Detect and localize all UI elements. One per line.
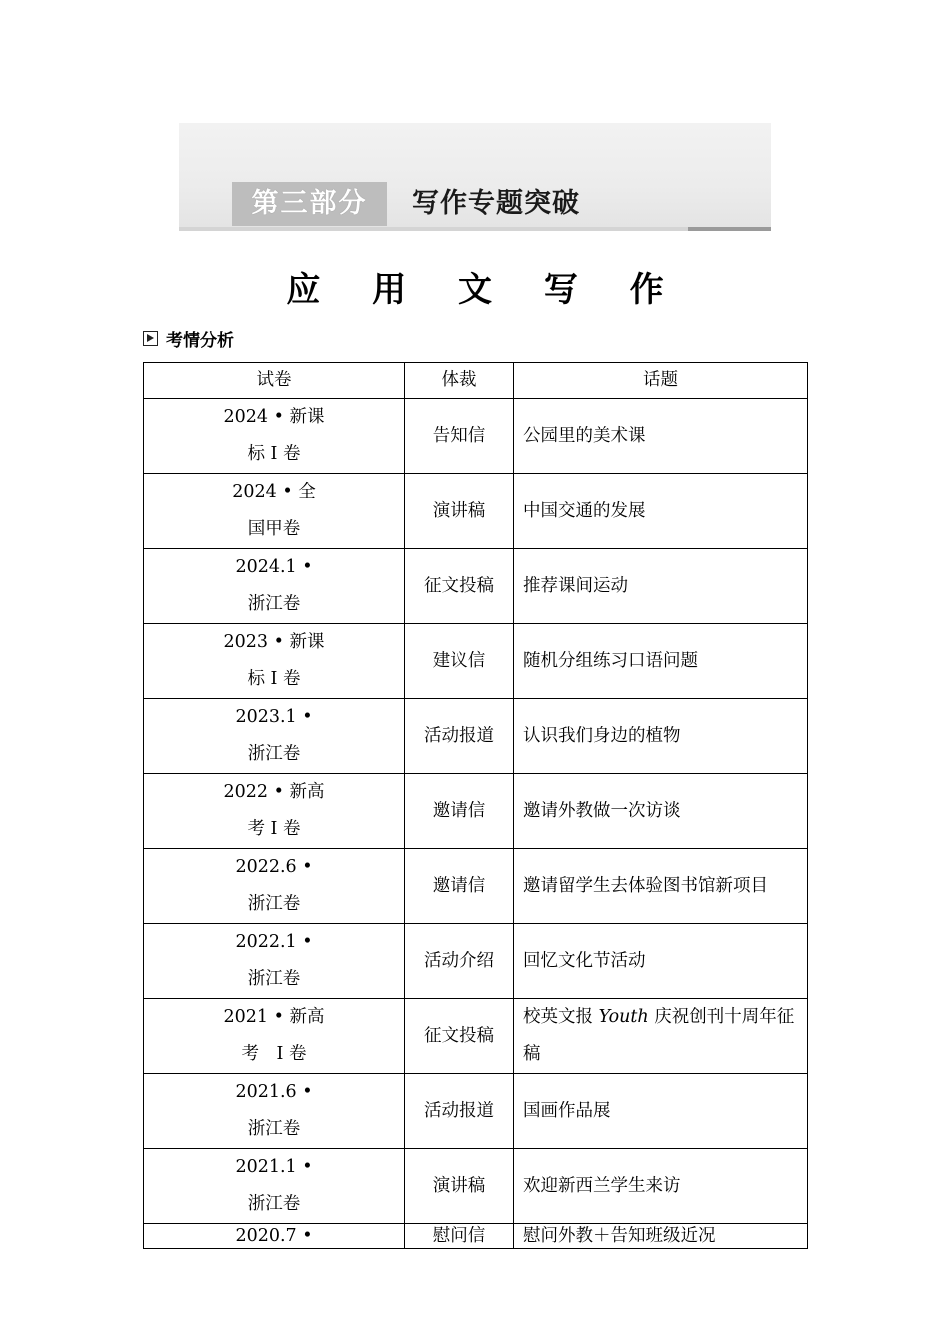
table-row (144, 924, 808, 999)
table-row (144, 624, 808, 699)
paper-line: 考 I 卷 (247, 819, 301, 839)
table-row (144, 1224, 808, 1249)
topic-cell: 中国交通的发展 (514, 474, 808, 549)
paper-cell (144, 1074, 405, 1149)
paper-line: 2021.6 • (235, 1082, 313, 1102)
topic-cell: 国画作品展 (514, 1074, 808, 1149)
genre-cell: 邀请信 (405, 849, 514, 924)
paper-line: 浙江卷 (247, 969, 301, 989)
table-row (144, 774, 808, 849)
topic-text: 庆祝创刊十周年征稿 (523, 1007, 795, 1064)
table-row (144, 474, 808, 549)
paper-line: 2023.1 • (235, 707, 313, 727)
topic-cell: 回忆文化节活动 (514, 924, 808, 999)
genre-cell: 活动报道 (405, 699, 514, 774)
topic-cell: 公园里的美术课 (514, 399, 808, 474)
column-header-paper: 试卷 (144, 363, 405, 399)
topic-cell: 随机分组练习口语问题 (514, 624, 808, 699)
paper-line: 2021.1 • (235, 1157, 313, 1177)
table-header-row (144, 363, 808, 399)
genre-cell: 慰问信 (405, 1224, 514, 1249)
paper-cell (144, 999, 405, 1074)
topic-cell: 邀请外教做一次访谈 (514, 774, 808, 849)
topic-cell: 邀请留学生去体验图书馆新项目 (514, 849, 808, 924)
newspaper-name: Youth (598, 1007, 649, 1027)
column-header-topic: 话题 (514, 363, 808, 399)
paper-cell (144, 549, 405, 624)
genre-cell: 演讲稿 (405, 474, 514, 549)
paper-line: 考 I 卷 (241, 1044, 307, 1064)
genre-cell: 征文投稿 (405, 999, 514, 1074)
table-row (144, 1149, 808, 1224)
paper-line: 标 I 卷 (247, 669, 301, 689)
table-row (144, 1074, 808, 1149)
table-row (144, 549, 808, 624)
paper-cell (144, 924, 405, 999)
paper-line: 标 I 卷 (247, 444, 301, 464)
table-row (144, 849, 808, 924)
paper-cell (144, 699, 405, 774)
table-row (144, 699, 808, 774)
paper-cell (144, 849, 405, 924)
genre-cell: 活动介绍 (405, 924, 514, 999)
genre-cell: 征文投稿 (405, 549, 514, 624)
genre-cell: 演讲稿 (405, 1149, 514, 1224)
topic-cell: 欢迎新西兰学生来访 (514, 1149, 808, 1224)
genre-cell: 活动报道 (405, 1074, 514, 1149)
paper-line: 2023 • 新课 (223, 632, 325, 652)
paper-line: 浙江卷 (247, 894, 301, 914)
column-header-genre: 体裁 (405, 363, 514, 399)
table-row (144, 999, 808, 1074)
page-title: 应 用 文 写 作 (286, 270, 684, 310)
genre-cell: 告知信 (405, 399, 514, 474)
paper-line: 浙江卷 (247, 1194, 301, 1214)
paper-line: 2022.1 • (235, 932, 313, 952)
section-label: 考情分析 (166, 330, 234, 351)
paper-line: 2022 • 新高 (223, 782, 325, 802)
paper-line: 2024 • 全 (232, 482, 316, 502)
paper-line: 2022.6 • (235, 857, 313, 877)
exam-analysis-table (143, 362, 808, 1249)
paper-line: 浙江卷 (247, 744, 301, 764)
section-heading (143, 327, 234, 349)
table-row (144, 399, 808, 474)
paper-line: 2024 • 新课 (223, 407, 325, 427)
topic-cell: 慰问外教＋告知班级近况 (514, 1224, 808, 1249)
part-title: 写作专题突破 (412, 188, 580, 219)
header-rule (179, 227, 771, 231)
paper-line: 浙江卷 (247, 594, 301, 614)
genre-cell: 邀请信 (405, 774, 514, 849)
topic-cell: 认识我们身边的植物 (514, 699, 808, 774)
topic-text: 校英文报 (523, 1007, 599, 1027)
topic-cell (514, 999, 808, 1074)
play-square-icon (143, 331, 158, 346)
paper-line: 国甲卷 (247, 519, 301, 539)
paper-cell (144, 1149, 405, 1224)
paper-cell (144, 474, 405, 549)
part-label: 第三部分 (232, 182, 387, 226)
paper-line: 2021 • 新高 (223, 1007, 325, 1027)
topic-cell: 推荐课间运动 (514, 549, 808, 624)
paper-cell (144, 399, 405, 474)
paper-cell (144, 624, 405, 699)
paper-cell (144, 774, 405, 849)
paper-cell: 2020.7 • (144, 1224, 405, 1249)
paper-line: 浙江卷 (247, 1119, 301, 1139)
paper-line: 2024.1 • (235, 557, 313, 577)
genre-cell: 建议信 (405, 624, 514, 699)
